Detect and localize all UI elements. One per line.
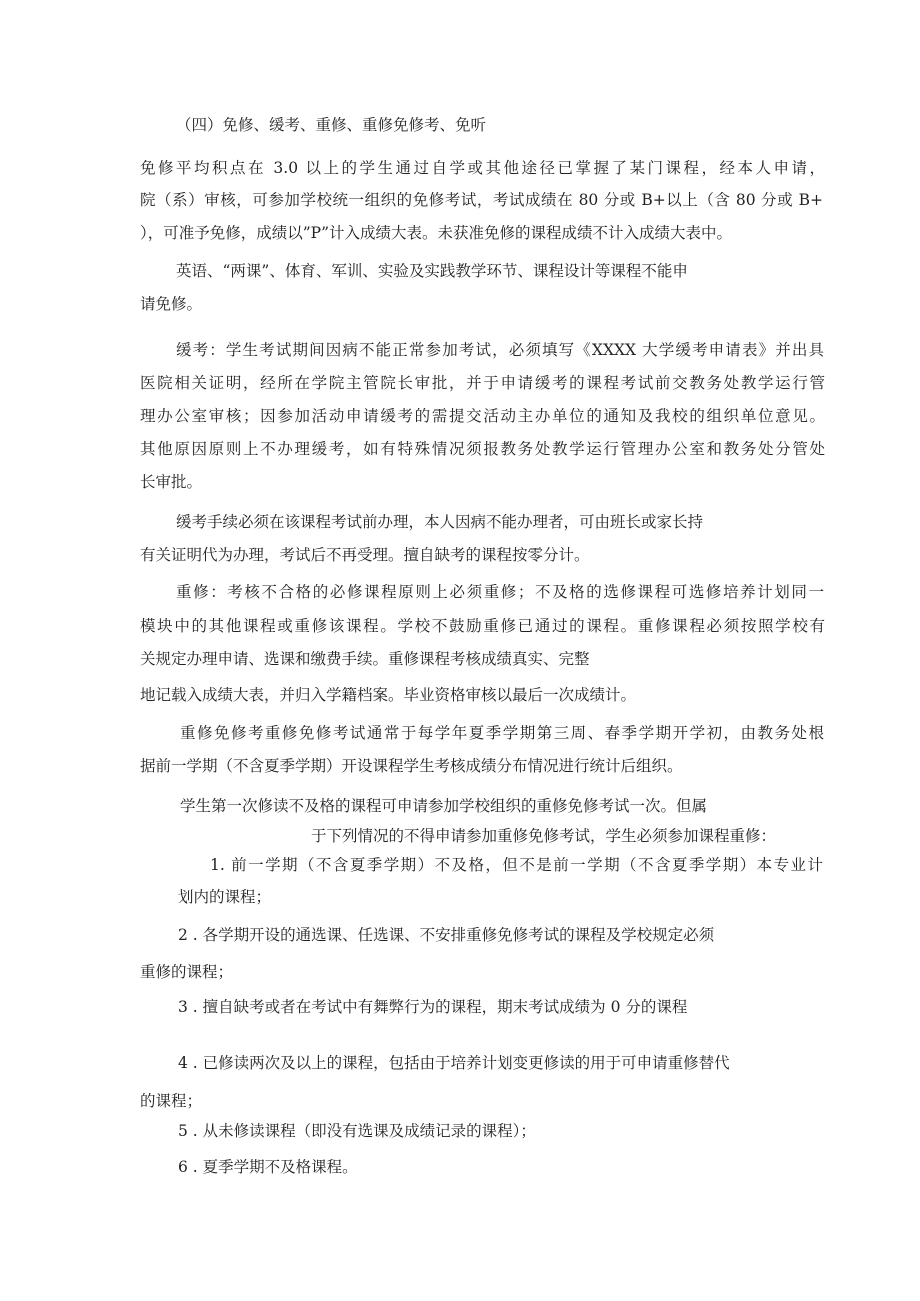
list-item-4-line-2: 的课程；: [140, 1092, 203, 1110]
deferral-procedure-line-2: 有关证明代为办理，考试后不再受理。擅自缺考的课程按零分计。: [140, 546, 590, 564]
deferral-line-4: 其他原因原则上不办理缓考，如有特殊情况须报教务处教学运行管理办公室和教务处分管处: [140, 440, 825, 458]
list-item-1-line-2: 划内的课程；: [178, 888, 272, 906]
no-exemption-line-1: 英语、“两课”、体育、军训、实验及实践教学环节、课程设计等课程不能申: [176, 262, 688, 280]
exemption-line-3: ），可准予免修，成绩以”P”计入成绩大表。未获准免修的课程成绩不计入成绩大表中。: [140, 224, 733, 242]
retake-line-2: 模块中的其他课程或重修该课程。学校不鼓励重修已通过的课程。重修课程必须按照学校有: [140, 617, 825, 635]
list-item-3-line-1: 3 . 擅自缺考或者在考试中有舞弊行为的课程，期末考试成绩为 0 分的课程: [178, 998, 688, 1016]
deferral-line-5: 长审批。: [140, 473, 203, 491]
eligibility-line-1: 学生第一次修读不及格的课程可申请参加学校组织的重修免修考试一次。但属: [180, 797, 708, 815]
deferral-line-2: 医院相关证明，经所在学院主管院长审批，并于申请缓考的课程考试前交教务处教学运行管: [140, 374, 825, 392]
exemption-line-1: 免修平均积点在 3.0 以上的学生通过自学或其他途径已掌握了某门课程，经本人申请，: [140, 159, 825, 177]
deferral-procedure-line-1: 缓考手续必须在该课程考试前办理，本人因病不能办理者，可由班长或家长持: [176, 513, 704, 531]
list-item-1-line-1: 1. 前一学期（不含夏季学期）不及格，但不是前一学期（不含夏季学期）本专业计: [210, 856, 823, 874]
no-exemption-line-2: 请免修。: [140, 295, 203, 313]
section-heading: （四）免修、缓考、重修、重修免修考、免听: [176, 116, 487, 134]
retake-line-3: 关规定办理申请、选课和缴费手续。重修课程考核成绩真实、完整: [140, 650, 590, 668]
retake-exam-line-2: 据前一学期（不含夏季学期）开设课程学生考核成绩分布情况进行统计后组织。: [140, 757, 683, 775]
retake-line-1: 重修：考核不合格的必修课程原则上必须重修；不及格的选修课程可选修培养计划同一: [176, 583, 824, 601]
list-item-4-line-1: 4 . 已修读两次及以上的课程，包括由于培养计划变更修读的用于可申请重修替代: [178, 1054, 730, 1072]
retake-exam-line-1: 重修免修考重修免修考试通常于每学年夏季学期第三周、春季学期开学初，由教务处根: [180, 724, 824, 742]
eligibility-line-2: 于下列情况的不得申请参加重修免修考试，学生必须参加课程重修：: [311, 827, 777, 845]
list-item-2-line-2: 重修的课程；: [140, 963, 234, 981]
list-item-5-line-1: 5 . 从未修读课程（即没有选课及成绩记录的课程）；: [178, 1122, 536, 1140]
deferral-line-3: 理办公室审核；因参加活动申请缓考的需提交活动主办单位的通知及我校的组织单位意见。: [140, 407, 825, 425]
list-item-2-line-1: 2 . 各学期开设的通选课、任选课、不安排重修免修考试的课程及学校规定必须: [178, 926, 715, 944]
deferral-line-1: 缓考：学生考试期间因病不能正常参加考试，必须填写《XXXX 大学缓考申请表》并出具: [176, 341, 824, 359]
exemption-line-2: 院（系）审核，可参加学校统一组织的免修考试，考试成绩在 80 分或 B+以上（含 80 分或 B+: [140, 191, 823, 209]
retake-line-4: 地记载入成绩大表，并归入学籍档案。毕业资格审核以最后一次成绩计。: [140, 686, 637, 704]
list-item-6-line-1: 6 . 夏季学期不及格课程。: [178, 1158, 358, 1176]
